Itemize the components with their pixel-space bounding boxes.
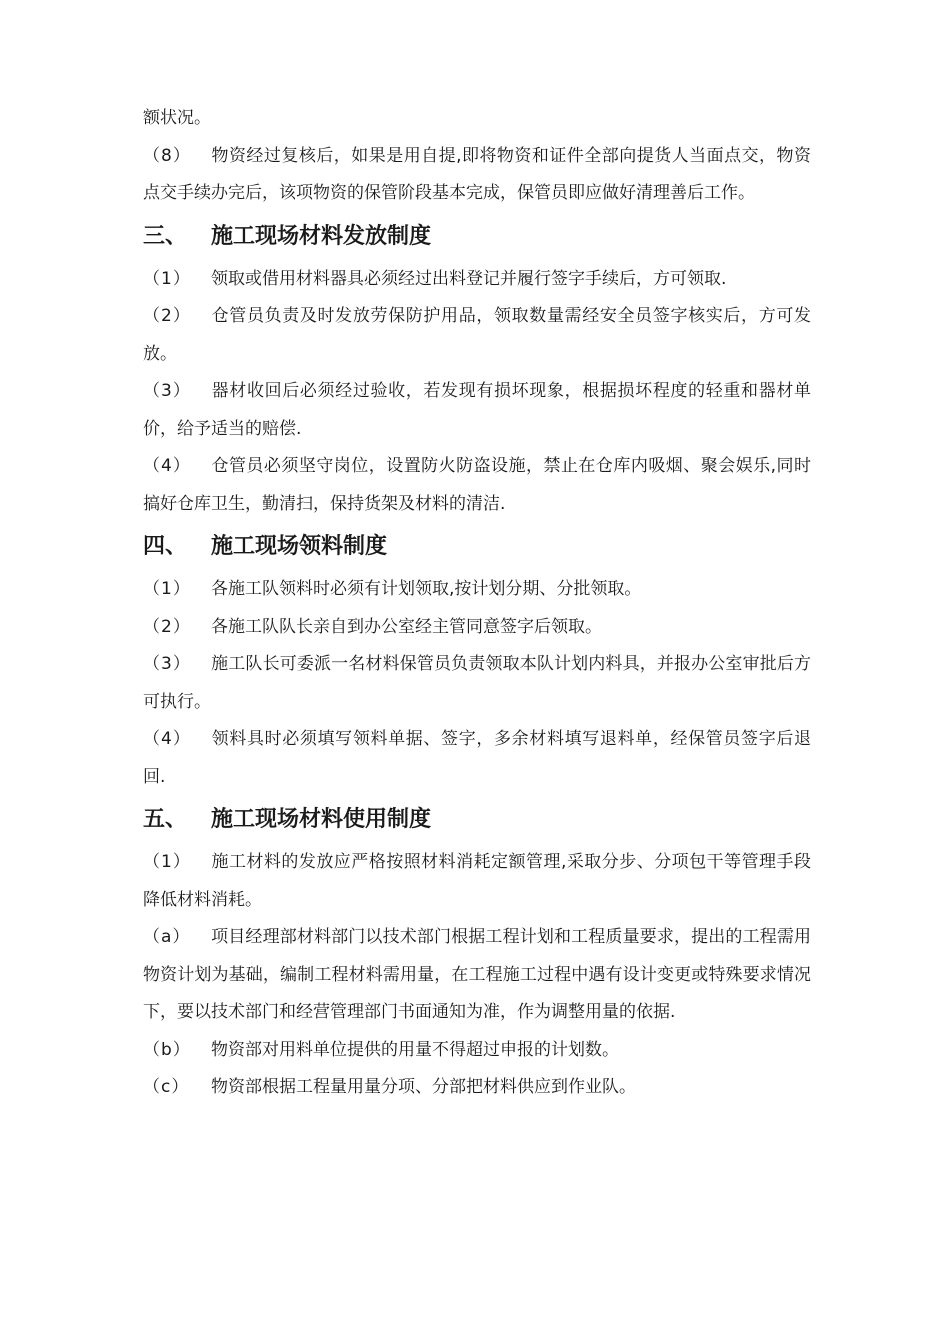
item-number: （2）: [143, 616, 191, 637]
item-number: （8）: [143, 145, 191, 166]
item-text: 仓管员必须坚守岗位，设置防火防盗设施，禁止在仓库内吸烟、聚会娱乐,同时搞好仓库卫生，勤清扫，保持货架及材料的清洁.: [143, 456, 811, 514]
intro-tail-text: 额状况。: [143, 108, 211, 128]
list-item-8: [143, 138, 811, 213]
item-number: （2）: [143, 306, 191, 326]
section-heading-4: [143, 527, 811, 567]
item-text: 领料具时必须填写领料单据、签字，多余材料填写退料单，经保管员签字后退回.: [143, 729, 811, 787]
heading-number: 三、: [143, 223, 188, 249]
item-number: （a）: [143, 927, 191, 947]
heading-text: 施工现场材料使用制度: [211, 807, 432, 832]
item-text: 项目经理部材料部门以技术部门根据工程计划和工程质量要求，提出的工程需用物资计划为基础，编制工程材料需用量，在工程施工过程中遇有设计变更或特殊要求情况下，要以技术部门和经营管理部门书面通知为准，作为调整用量的依据.: [143, 927, 811, 1022]
item-text: 领取或借用材料器具必须经过出料登记并履行签字手续后，方可领取.: [211, 268, 727, 289]
list-item-4-1: [143, 571, 811, 609]
list-item-5-b: [143, 1032, 811, 1070]
heading-text: 施工现场材料发放制度: [211, 223, 432, 249]
heading-number: 五、: [143, 807, 188, 832]
item-text: 物资部对用料单位提供的用量不得超过申报的计划数。: [211, 1039, 619, 1060]
section-heading-5: [143, 800, 811, 840]
item-number: （c）: [143, 1077, 190, 1097]
item-number: （b）: [143, 1039, 191, 1060]
item-number: （1）: [143, 268, 191, 289]
list-item-4-2: [143, 609, 811, 647]
heading-text: 施工现场领料制度: [211, 534, 388, 559]
item-text: 物资部根据工程量用量分项、分部把材料供应到作业队。: [211, 1077, 636, 1097]
item-number: （1）: [143, 852, 191, 872]
document-body: [143, 100, 811, 1107]
item-text: 各施工队队长亲自到办公室经主管同意签字后领取。: [211, 616, 602, 637]
list-item-3-4: [143, 448, 811, 523]
item-number: （4）: [143, 729, 191, 749]
list-item-5-a: [143, 919, 811, 1032]
list-item-4-3: [143, 646, 811, 721]
item-text: 物资经过复核后，如果是用自提,即将物资和证件全部向提货人当面点交，物资点交手续办完后，该项物资的保管阶段基本完成，保管员即应做好清理善后工作。: [143, 145, 811, 203]
list-item-3-3: [143, 373, 811, 448]
list-item-3-2: [143, 298, 811, 373]
item-number: （3）: [143, 381, 191, 401]
item-number: （4）: [143, 456, 191, 476]
item-number: （1）: [143, 579, 191, 599]
list-item-5-1: [143, 844, 811, 919]
item-text: 施工队长可委派一名材料保管员负责领取本队计划内料具，并报办公室审批后方可执行。: [143, 654, 811, 712]
item-text: 各施工队领料时必须有计划领取,按计划分期、分批领取。: [211, 579, 642, 599]
list-item-5-c: [143, 1069, 811, 1107]
item-text: 器材收回后必须经过验收，若发现有损坏现象，根据损坏程度的轻重和器材单价，给予适当的赔偿.: [143, 381, 811, 439]
list-item-4-4: [143, 721, 811, 796]
item-text: 施工材料的发放应严格按照材料消耗定额管理,采取分步、分项包干等管理手段降低材料消耗。: [143, 852, 811, 910]
item-text: 仓管员负责及时发放劳保防护用品，领取数量需经安全员签字核实后，方可发放。: [143, 306, 811, 364]
section-heading-3: [143, 217, 811, 257]
item-number: （3）: [143, 654, 191, 674]
list-item-3-1: [143, 261, 811, 299]
heading-number: 四、: [143, 534, 188, 559]
